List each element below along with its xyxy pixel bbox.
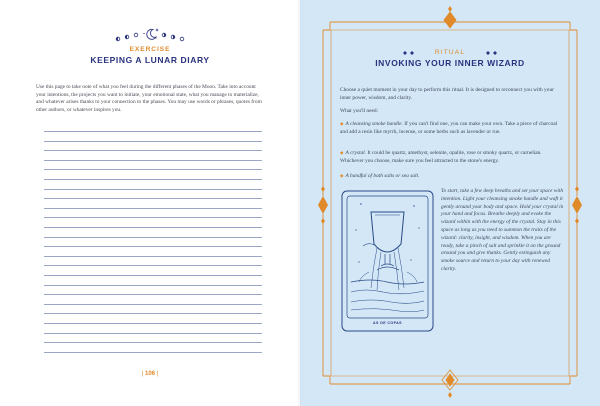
page-title: KEEPING A LUNAR DIARY	[90, 55, 210, 65]
tarot-card-icon	[341, 190, 434, 332]
diamond-bullet-icon: ◆	[340, 121, 344, 126]
list-item: ◆ A cleansing smoke bundle. If you can't find one, you can make your own. Take a piece of charcoal and add a resin like myrrh, incense, or some herbs such as lavender or rue.	[340, 121, 558, 135]
ritual-intro: Choose a quiet moment in your day to perform this ritual. It is designed to reconnect you with your inner power, wisdom, and clarity.	[340, 87, 554, 101]
card-label: AS DE COPAS	[373, 321, 402, 325]
ritual-title: INVOKING YOUR INNER WIZARD	[375, 58, 525, 68]
list-item: ◆ A crystal. It could be quartz, amethyst, selenite, opalite, rose or smoky quartz, or carnelian. Whichever you choose, make sure you feel attracted to the stone's energy.	[340, 150, 542, 164]
diamond-bullet-icon: ◆	[340, 150, 344, 155]
ritual-instructions: To start, take a few deep breaths and set your space with intention. Light your cleansing smoke bundle and waft it gently around your body and space. Hold your crystal in your hand and focus. Breathe deeply and evoke the wizard within with the energy of the crystal. Stay in this space as long as you need to summon the traits of the wizard: clarity, insight, and wisdom. When you are ready, take a pinch of salt and sprinkle it on the ground around you and give thanks. Gently extinguish any smoke source and return to your day with renewed clarity.	[441, 188, 564, 272]
page-number: | 106 |	[141, 371, 159, 377]
diamond-bullet-icon: ◆	[340, 173, 344, 178]
diamond-ornament-icon	[444, 6, 456, 28]
list-item: ◆ A handful of bath salts or sea salt.	[340, 173, 420, 179]
tarot-card	[341, 190, 434, 332]
needs-label: What you'll need:	[340, 108, 379, 114]
exercise-kicker: EXERCISE	[129, 46, 171, 53]
intro-paragraph: Use this page to take note of what you feel during the different phases of the Moon. Take into account your intentions, the projects you want to initiate, your emotional state, what you manage to materialize, and whatever arises thanks to your connection to the phases. You may use words or phrases, quotes from other authors, or whatever inspires you.	[36, 84, 262, 114]
ritual-kicker: RITUAL	[434, 49, 466, 56]
